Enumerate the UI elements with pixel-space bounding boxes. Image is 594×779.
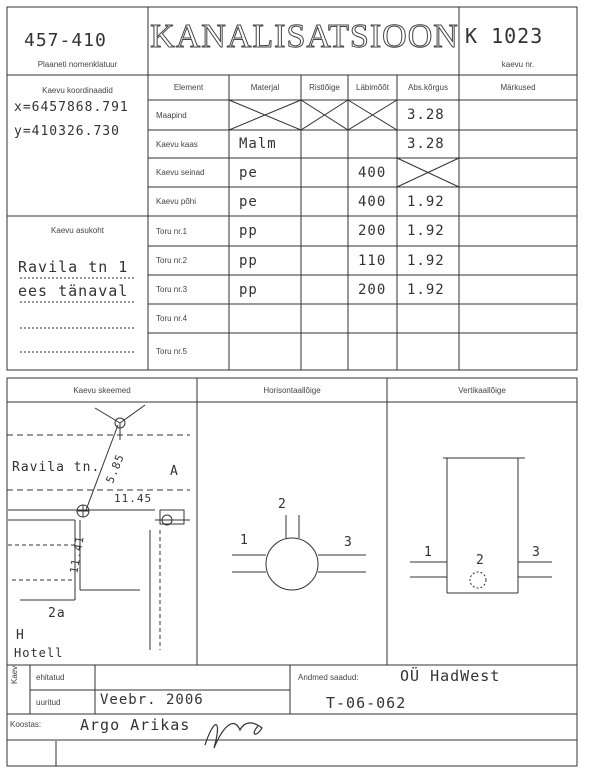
scheme-building-a: A (170, 464, 179, 479)
table-cell-value: pe (239, 164, 258, 181)
scheme-distance-2: 11.45 (114, 492, 153, 505)
table-header-cell: Läbimõõt (356, 83, 389, 92)
source-code: T-06-062 (326, 694, 407, 712)
table-row-label: Toru nr.1 (156, 226, 188, 236)
table-cell-value: Malm (239, 136, 277, 152)
table-cell-value: 3.28 (407, 136, 445, 152)
scheme-distance-3: 11.41 (67, 534, 87, 575)
koostas-label: Koostas: (10, 720, 42, 729)
table-cell-value: 200 (358, 223, 387, 239)
table-cell-value: pe (239, 193, 258, 210)
v-pipe-1-label: 1 (424, 545, 433, 560)
kaev-label: Kaev (10, 665, 19, 684)
sheet-label: Plaaneti nomenklatuur (37, 60, 118, 69)
vertical-section-title: Vertikaallõige (458, 386, 506, 395)
uuritud-value: Veebr. 2006 (100, 692, 204, 708)
uuritud-label: uuritud (36, 698, 61, 707)
address-label: Kaevu asukoht (51, 226, 104, 235)
scheme-building-h: H (16, 628, 25, 643)
horizontal-section-title: Horisontaallõige (263, 386, 321, 395)
table-cell-value: pp (239, 252, 258, 269)
table-header-cell: Element (173, 83, 204, 92)
ehitatud-label: ehitatud (36, 673, 65, 682)
table-row-label: Toru nr.4 (156, 314, 188, 323)
address-line1: Ravila tn 1 (18, 258, 129, 276)
page-title: KANALISATSIOON (150, 18, 459, 55)
table-cell-value: 200 (358, 281, 387, 298)
table-header-cell: Ristlõige (309, 83, 340, 92)
table-cell-value: 400 (358, 164, 387, 181)
table-cell-value: 400 (358, 193, 387, 210)
well-label: kaevu nr. (501, 60, 535, 69)
table-header-cell: Abs.kõrgus (407, 83, 449, 92)
table-cell-value: 3.28 (407, 107, 445, 123)
v-pipe-3-label: 3 (532, 545, 541, 560)
table-cell-value: 1.92 (407, 223, 445, 239)
h-pipe-2-label: 2 (278, 497, 287, 512)
table-row-label: Kaevu kaas (156, 139, 198, 149)
table-cell-value: pp (239, 223, 258, 239)
table-row-label: Kaevu seinad (156, 168, 205, 177)
table-cell-value: 110 (358, 252, 387, 269)
table-cell-value: 1.92 (407, 193, 445, 210)
scheme-title: Kaevu skeemed (73, 386, 131, 395)
coord-x: x=6457868.791 (14, 100, 129, 115)
scheme-street-label: Ravila tn. (12, 460, 101, 475)
coords-label: Kaevu koordinaadid (42, 86, 113, 95)
scheme-hotel-label: Hotell (14, 646, 64, 660)
coord-y: y=410326.730 (14, 124, 120, 139)
table-row-label: Kaevu põhi (156, 197, 197, 206)
source-label: Andmed saadud: (298, 673, 359, 682)
table-row-label: Maapind (156, 110, 187, 120)
table-cell-value: pp (239, 281, 258, 298)
table-header-cell: Märkused (500, 83, 536, 92)
v-pipe-2-label: 2 (476, 553, 485, 568)
table-cell-value: 1.92 (407, 252, 445, 269)
table-row-label: Toru nr.5 (156, 347, 188, 356)
sheet-number: 457-410 (24, 30, 107, 51)
scheme-building-2a: 2a (48, 606, 66, 621)
scheme-distance-1: 5.85 (103, 451, 127, 486)
table-row-label: Toru nr.3 (156, 285, 188, 294)
h-pipe-1-label: 1 (240, 533, 249, 548)
table-header-cell: Materjal (250, 83, 280, 92)
address-line2: ees tänaval (18, 282, 129, 300)
koostas-value: Argo Arikas (80, 716, 191, 734)
well-number: K 1023 (465, 24, 544, 48)
table-row-label: Toru nr.2 (156, 256, 188, 265)
h-pipe-3-label: 3 (344, 535, 353, 550)
source-value: OÜ HadWest (400, 667, 501, 685)
table-cell-value: 1.92 (407, 281, 445, 298)
